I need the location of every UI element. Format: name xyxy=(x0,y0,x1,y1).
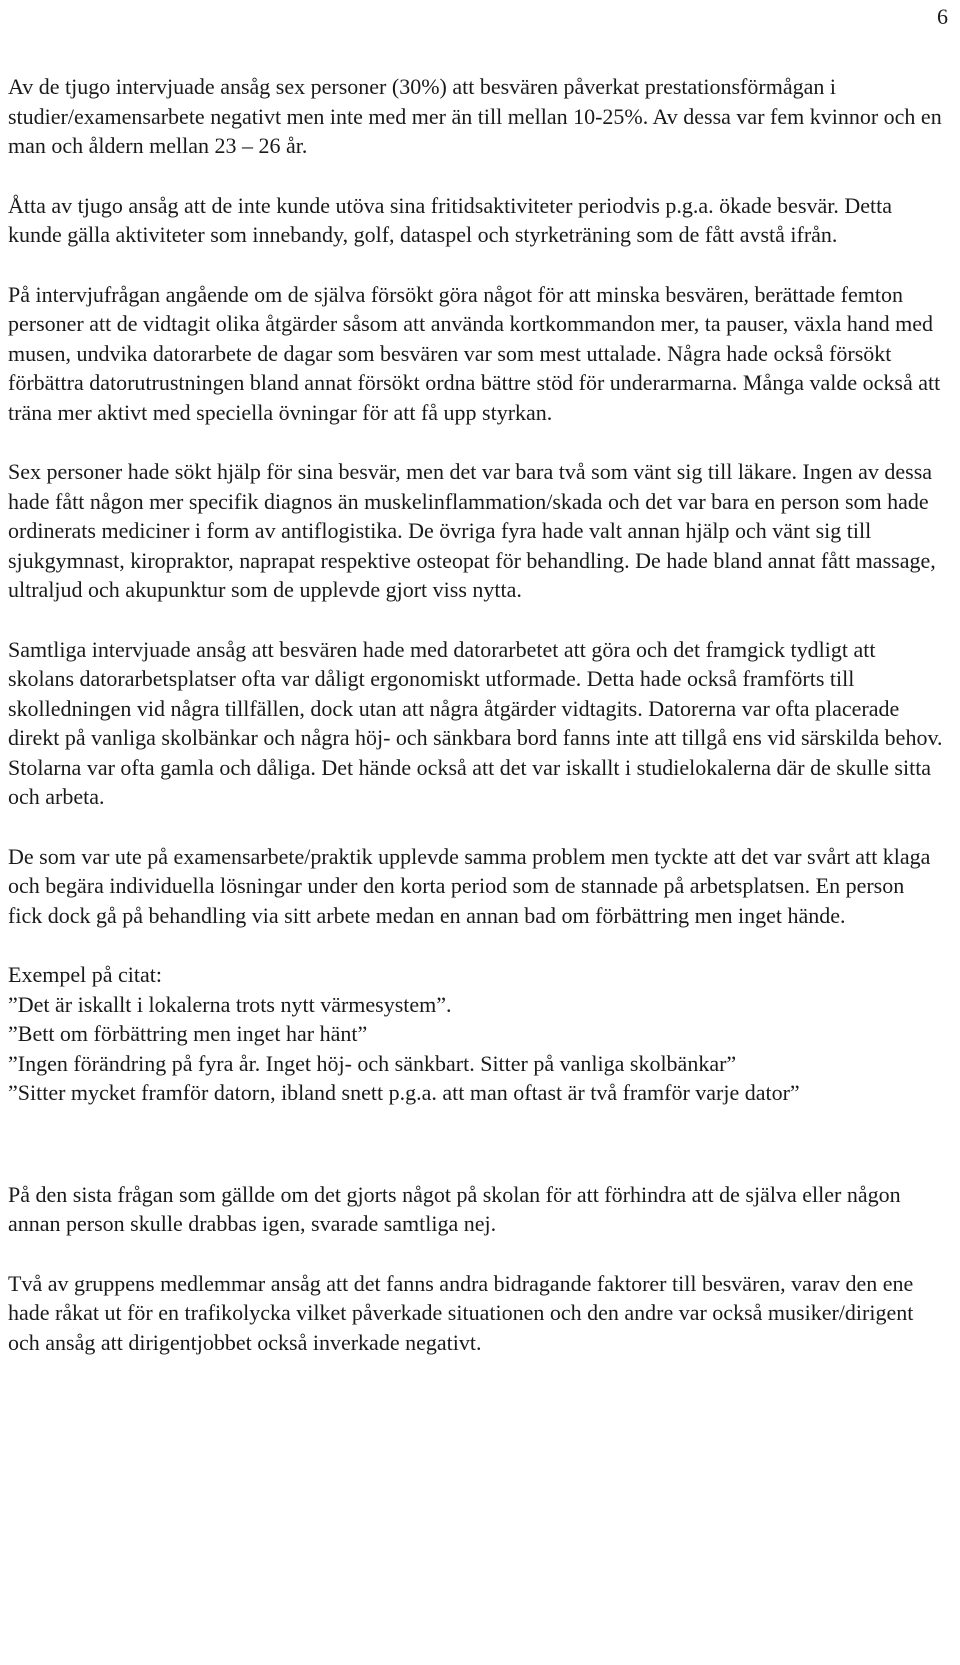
page-number: 6 xyxy=(937,4,948,29)
paragraph-other-factors: Två av gruppens medlemmar ansåg att det fanns andra bidragande faktorer till besvären, varav den ene hade råkat ut för en trafikolycka vilket påverkade situationen och den andre var också musiker/dirigent och ansåg att dirigentjobbet också inverkade negativt. xyxy=(8,1270,914,1355)
paragraph-final-question: På den sista frågan som gällde om det gjorts något på skolan för att förhindra att de själva eller någon annan person skulle drabbas igen, svarade samtliga nej. xyxy=(8,1181,901,1236)
paragraph-workplace-ergonomics: Samtliga intervjuade ansåg att besvären hade med datorarbetet att göra och det framgick tydligt att skolans datorarbetsplatser ofta var dåligt ergonomiskt utformade. Detta hade också framförts till skolledningen vid några tillfällen, dock utan att några åtgärder vidtagits. Datorerna var ofta placerade direkt på vanliga skolbänkar och några höj- och sänkbara bord fanns inte att tillgå ens vid särskilda behov. Stolarna var ofta gamla och dåliga. Det hände också att det var iskallt i studielokalerna där de skulle sitta och arbeta. xyxy=(8,636,943,809)
quote-item: ”Det är iskallt i lokalerna trots nytt värmesystem”. xyxy=(8,991,452,1017)
paragraph-internship: De som var ute på examensarbete/praktik upplevde samma problem men tyckte att det var svårt att klaga och begära individuella lösningar under den korta period som de stannade på arbetsplatsen. En person fick dock gå på behandling via sitt arbete medan en annan bad om förbättring men inget hände. xyxy=(8,843,931,928)
quote-item: ”Ingen förändring på fyra år. Inget höj- och sänkbart. Sitter på vanliga skolbänkar” xyxy=(8,1050,737,1076)
quote-item: ”Sitter mycket framför datorn, ibland snett p.g.a. att man oftast är två framför varje dator” xyxy=(8,1080,800,1105)
quotes-section xyxy=(8,960,943,1108)
quote-item: ”Bett om förbättring men inget har hänt” xyxy=(8,1021,368,1046)
paragraph-self-measures: På intervjufrågan angående om de själva försökt göra något för att minska besvären, berättade femton personer att de vidtagit olika åtgärder såsom att använda kortkommandon mer, ta pauser, växla hand med musen, undvika datorarbete de dagar som besvären var som mest uttalade. Några hade också försökt förbättra datorutrustningen bland annat försökt ordna bättre stöd för underarmarna. Många valde också att träna mer aktivt med speciella övningar för att få upp styrkan. xyxy=(8,281,941,425)
paragraph-sought-help: Sex personer hade sökt hjälp för sina besvär, men det var bara två som vänt sig till läkare. Ingen av dessa hade fått någon mer specifik diagnos än muskelinflammation/skada och det var bara en person som hade ordinerats mediciner i form av antiflogistika. De övriga fyra hade valt annan hjälp och vänt sig till sjukgymnast, kiropraktor, naprapat respektive osteopat för behandling. De hade bland annat fått massage, ultraljud och akupunktur som de upplevde gjort viss nytta. xyxy=(8,459,936,602)
paragraph-performance-impact: Av de tjugo intervjuade ansåg sex personer (30%) att besvären påverkat prestationsförmågan i studier/examensarbete negativt men inte med mer än till mellan 10-25%. Av dessa var fem kvinnor och en man och åldern mellan 23 – 26 år. xyxy=(8,74,942,158)
document-body xyxy=(8,72,943,1387)
paragraph-leisure-activities: Åtta av tjugo ansåg att de inte kunde utöva sina fritidsaktiviteter periodvis p.g.a. ökade besvär. Detta kunde gälla aktiviteter som innebandy, golf, dataspel och styrketräning som de fått avstå ifrån. xyxy=(8,192,893,247)
quotes-intro: Exempel på citat: xyxy=(8,962,162,987)
quote-list xyxy=(8,990,943,1108)
